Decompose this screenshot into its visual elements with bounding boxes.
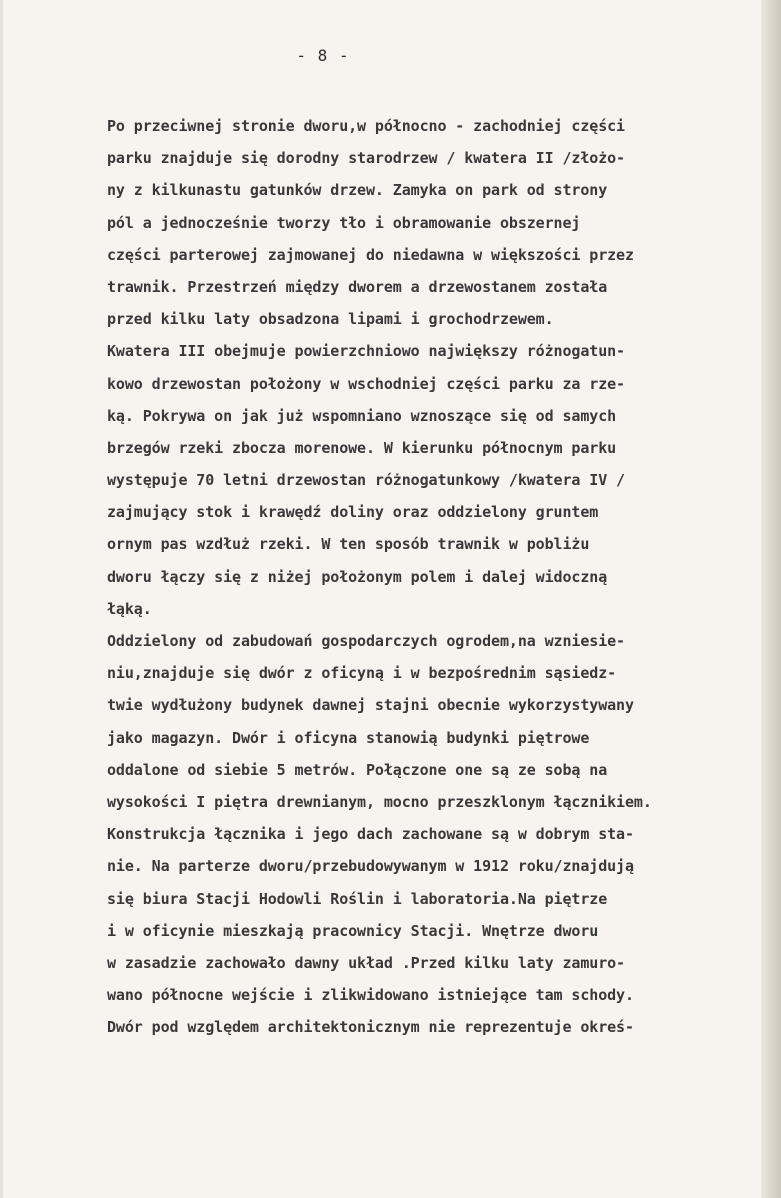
- text-line: twie wydłużony budynek dawnej stajni obecnie wykorzystywany: [107, 696, 634, 715]
- text-line: pól a jednocześnie tworzy tło i obramowanie obszernej: [107, 213, 581, 232]
- body-text: [107, 110, 781, 1043]
- text-line: Oddzielony od zabudowań gospodarczych ogrodem,na wzniesie-: [107, 632, 625, 650]
- text-line: części parterowej zajmowanej do niedawna w większości przez: [107, 245, 634, 264]
- text-line: Konstrukcja łącznika i jego dach zachowane są w dobrym sta-: [107, 825, 634, 844]
- text-line: ornym pas wzdłuż rzeki. W ten sposób trawnik w pobliżu: [107, 535, 590, 554]
- text-line: łąką.: [107, 599, 152, 618]
- text-line: Po przeciwnej stronie dworu,w północno - zachodniej części: [107, 117, 625, 135]
- text-line: występuje 70 letni drzewostan różnogatunkowy /kwatera IV /: [107, 471, 625, 490]
- text-line: Kwatera III obejmuje powierzchniowo największy różnogatun-: [107, 342, 625, 361]
- text-line: brzegów rzeki zbocza morenowe. W kierunku północnym parku: [107, 438, 617, 457]
- text-line: wysokości I piętra drewnianym, mocno przeszklonym łącznikiem.: [107, 792, 652, 811]
- text-line: ny z kilkunastu gatunków drzew. Zamyka on park od strony: [107, 181, 608, 200]
- page-number: - 8 -: [296, 46, 350, 65]
- text-line: nie. Na parterze dworu/przebudowywanym w 1912 roku/znajdują: [107, 857, 634, 876]
- text-line: parku znajduje się dorodny starodrzew / kwatera II /złożo-: [107, 149, 625, 168]
- text-line: się biura Stacji Hodowli Roślin i laboratoria.Na piętrze: [107, 889, 608, 908]
- text-line: Dwór pod względem architektonicznym nie reprezentuje okreś-: [107, 1018, 634, 1037]
- text-line: kowo drzewostan położony w wschodniej części parku za rze-: [107, 374, 625, 393]
- text-line: ką. Pokrywa on jak już wspomniano wznoszące się od samych: [107, 406, 617, 425]
- text-line: i w oficynie mieszkają pracownicy Stacji. Wnętrze dworu: [107, 921, 599, 940]
- page-edge-shadow: [761, 0, 781, 1198]
- text-line: w zasadzie zachowało dawny układ .Przed kilku laty zamuro-: [107, 953, 625, 972]
- text-line: jako magazyn. Dwór i oficyna stanowią budynki piętrowe: [107, 728, 590, 747]
- text-line: oddalone od siebie 5 metrów. Połączone one są ze sobą na: [107, 760, 608, 779]
- text-line: niu,znajduje się dwór z oficyną i w bezpośrednim sąsiedz-: [107, 664, 617, 683]
- text-line: wano północne wejście i zlikwidowano istniejące tam schody.: [107, 986, 634, 1005]
- text-line: zajmujący stok i krawędź doliny oraz oddzielony gruntem: [107, 503, 599, 522]
- text-line: przed kilku laty obsadzona lipami i grochodrzewem.: [107, 310, 554, 329]
- text-line: trawnik. Przestrzeń między dworem a drzewostanem została: [107, 277, 608, 296]
- text-line: dworu łączy się z niżej położonym polem i dalej widoczną: [107, 567, 608, 586]
